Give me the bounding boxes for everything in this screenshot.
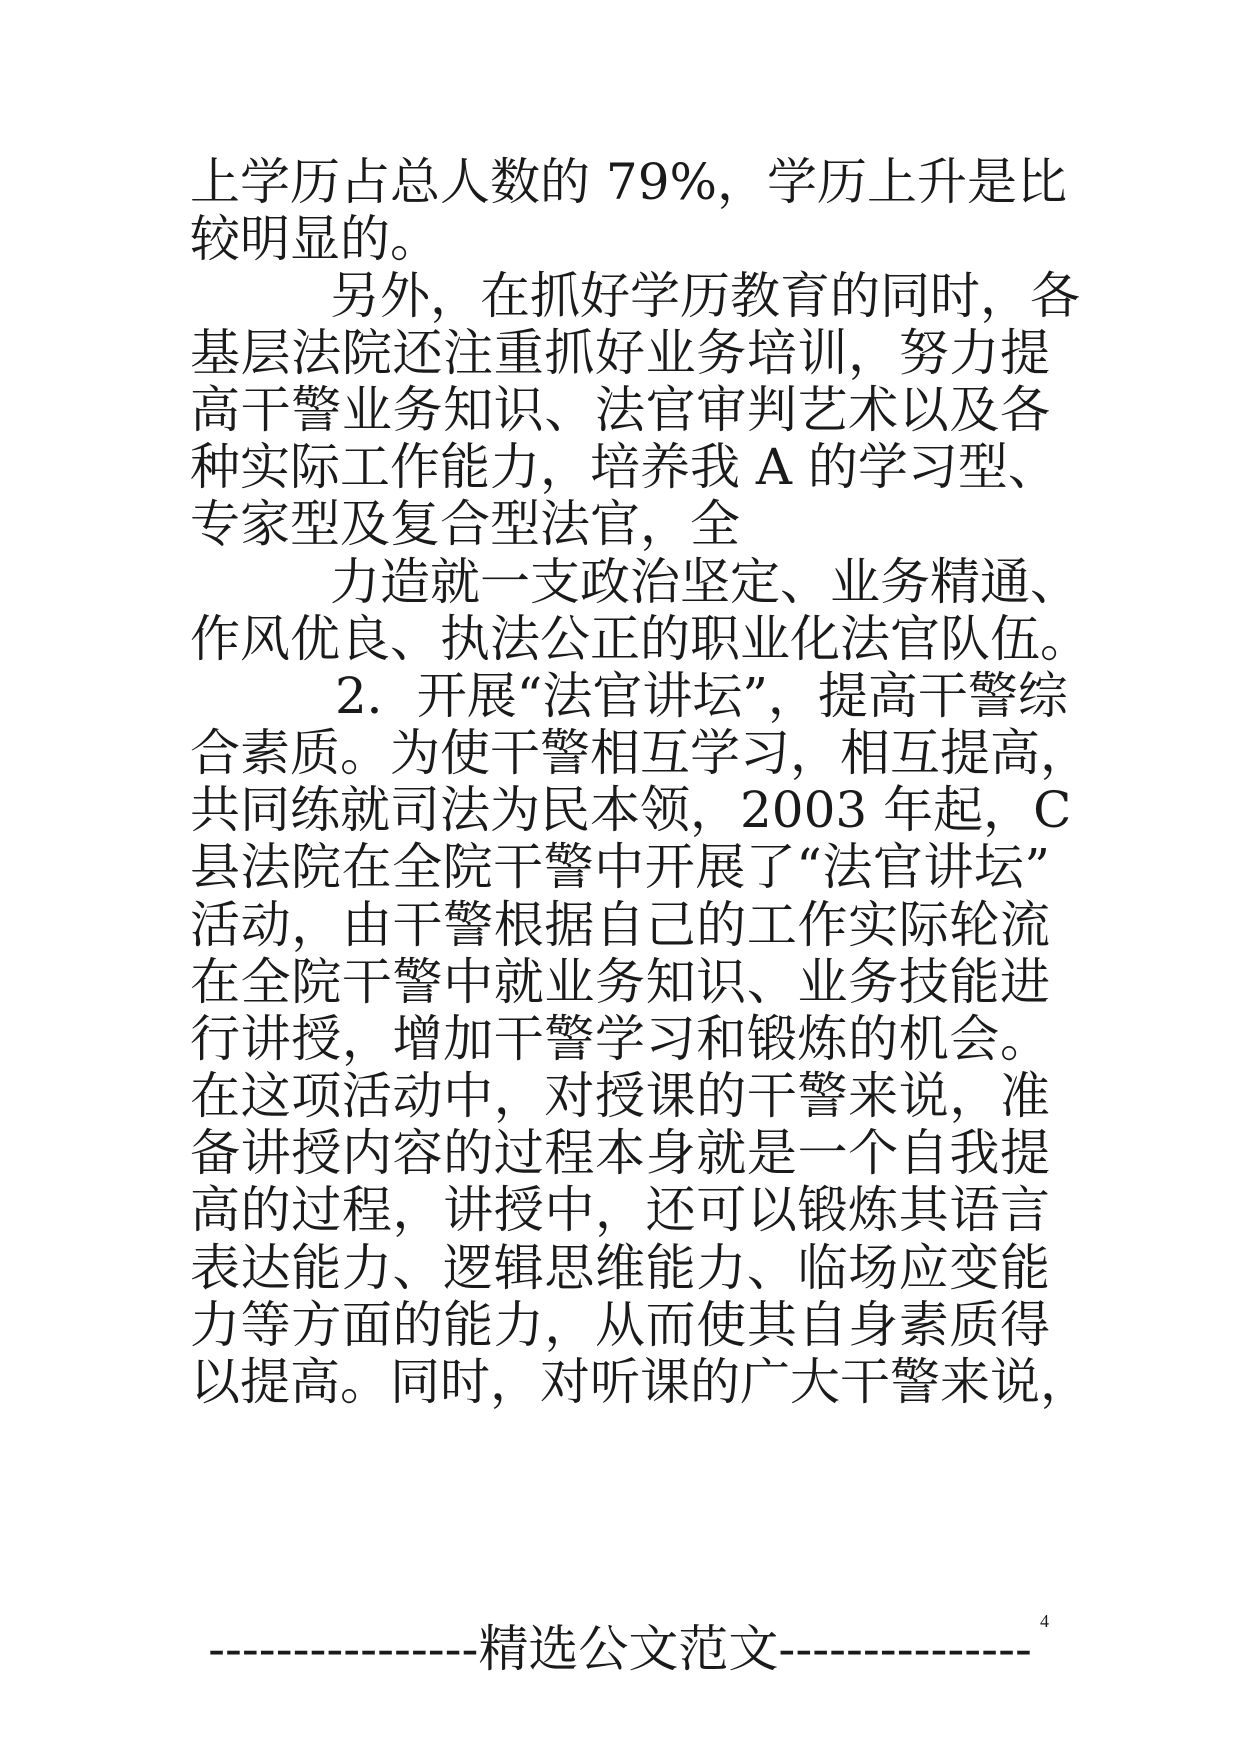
body-line-8: 力造就一支政治坚定、业务精通、 [330, 553, 1080, 611]
body-line-15: 在全院干警中就业务知识、业务技能进 [190, 953, 1050, 1011]
body-line-18: 备讲授内容的过程本身就是一个自我提 [190, 1124, 1050, 1182]
body-line-11: 合素质。为使干警相互学习，相互提高， [190, 724, 1090, 782]
body-line-5: 高干警业务知识、法官审判艺术以及各 [190, 381, 1050, 439]
body-line-9: 作风优良、执法公正的职业化法官队伍。 [190, 610, 1090, 668]
body-line-13: 县法院在全院干警中开展了“法官讲坛” [190, 838, 1050, 896]
body-line-10: 2．开展“法官讲坛”，提高干警综 [335, 667, 1068, 725]
body-line-16: 行讲授，增加干警学习和锻炼的机会。 [190, 1010, 1050, 1068]
body-line-3: 另外，在抓好学历教育的同时，各 [330, 267, 1080, 325]
footer-banner: ----------------精选公文范文--------------- [208, 1620, 1032, 1678]
body-line-2: 较明显的。 [190, 210, 440, 268]
body-line-12: 共同练就司法为民本领，2003 年起，C [190, 781, 1072, 839]
body-line-19: 高的过程，讲授中，还可以锻炼其语言 [190, 1181, 1050, 1239]
body-line-17: 在这项活动中，对授课的干警来说，准 [190, 1067, 1050, 1125]
body-line-1: 上学历占总人数的 79%，学历上升是比 [190, 153, 1068, 211]
body-line-14: 活动，由干警根据自己的工作实际轮流 [190, 896, 1050, 954]
body-line-6: 种实际工作能力，培养我 A 的学习型、 [190, 438, 1058, 496]
body-line-21: 力等方面的能力，从而使其自身素质得 [190, 1296, 1050, 1354]
body-line-20: 表达能力、逻辑思维能力、临场应变能 [190, 1239, 1050, 1297]
body-line-22: 以提高。同时，对听课的广大干警来说， [190, 1353, 1090, 1411]
body-line-7: 专家型及复合型法官，全 [190, 495, 740, 553]
body-line-4: 基层法院还注重抓好业务培训，努力提 [190, 324, 1050, 382]
page-number: 4 [1040, 1611, 1049, 1631]
